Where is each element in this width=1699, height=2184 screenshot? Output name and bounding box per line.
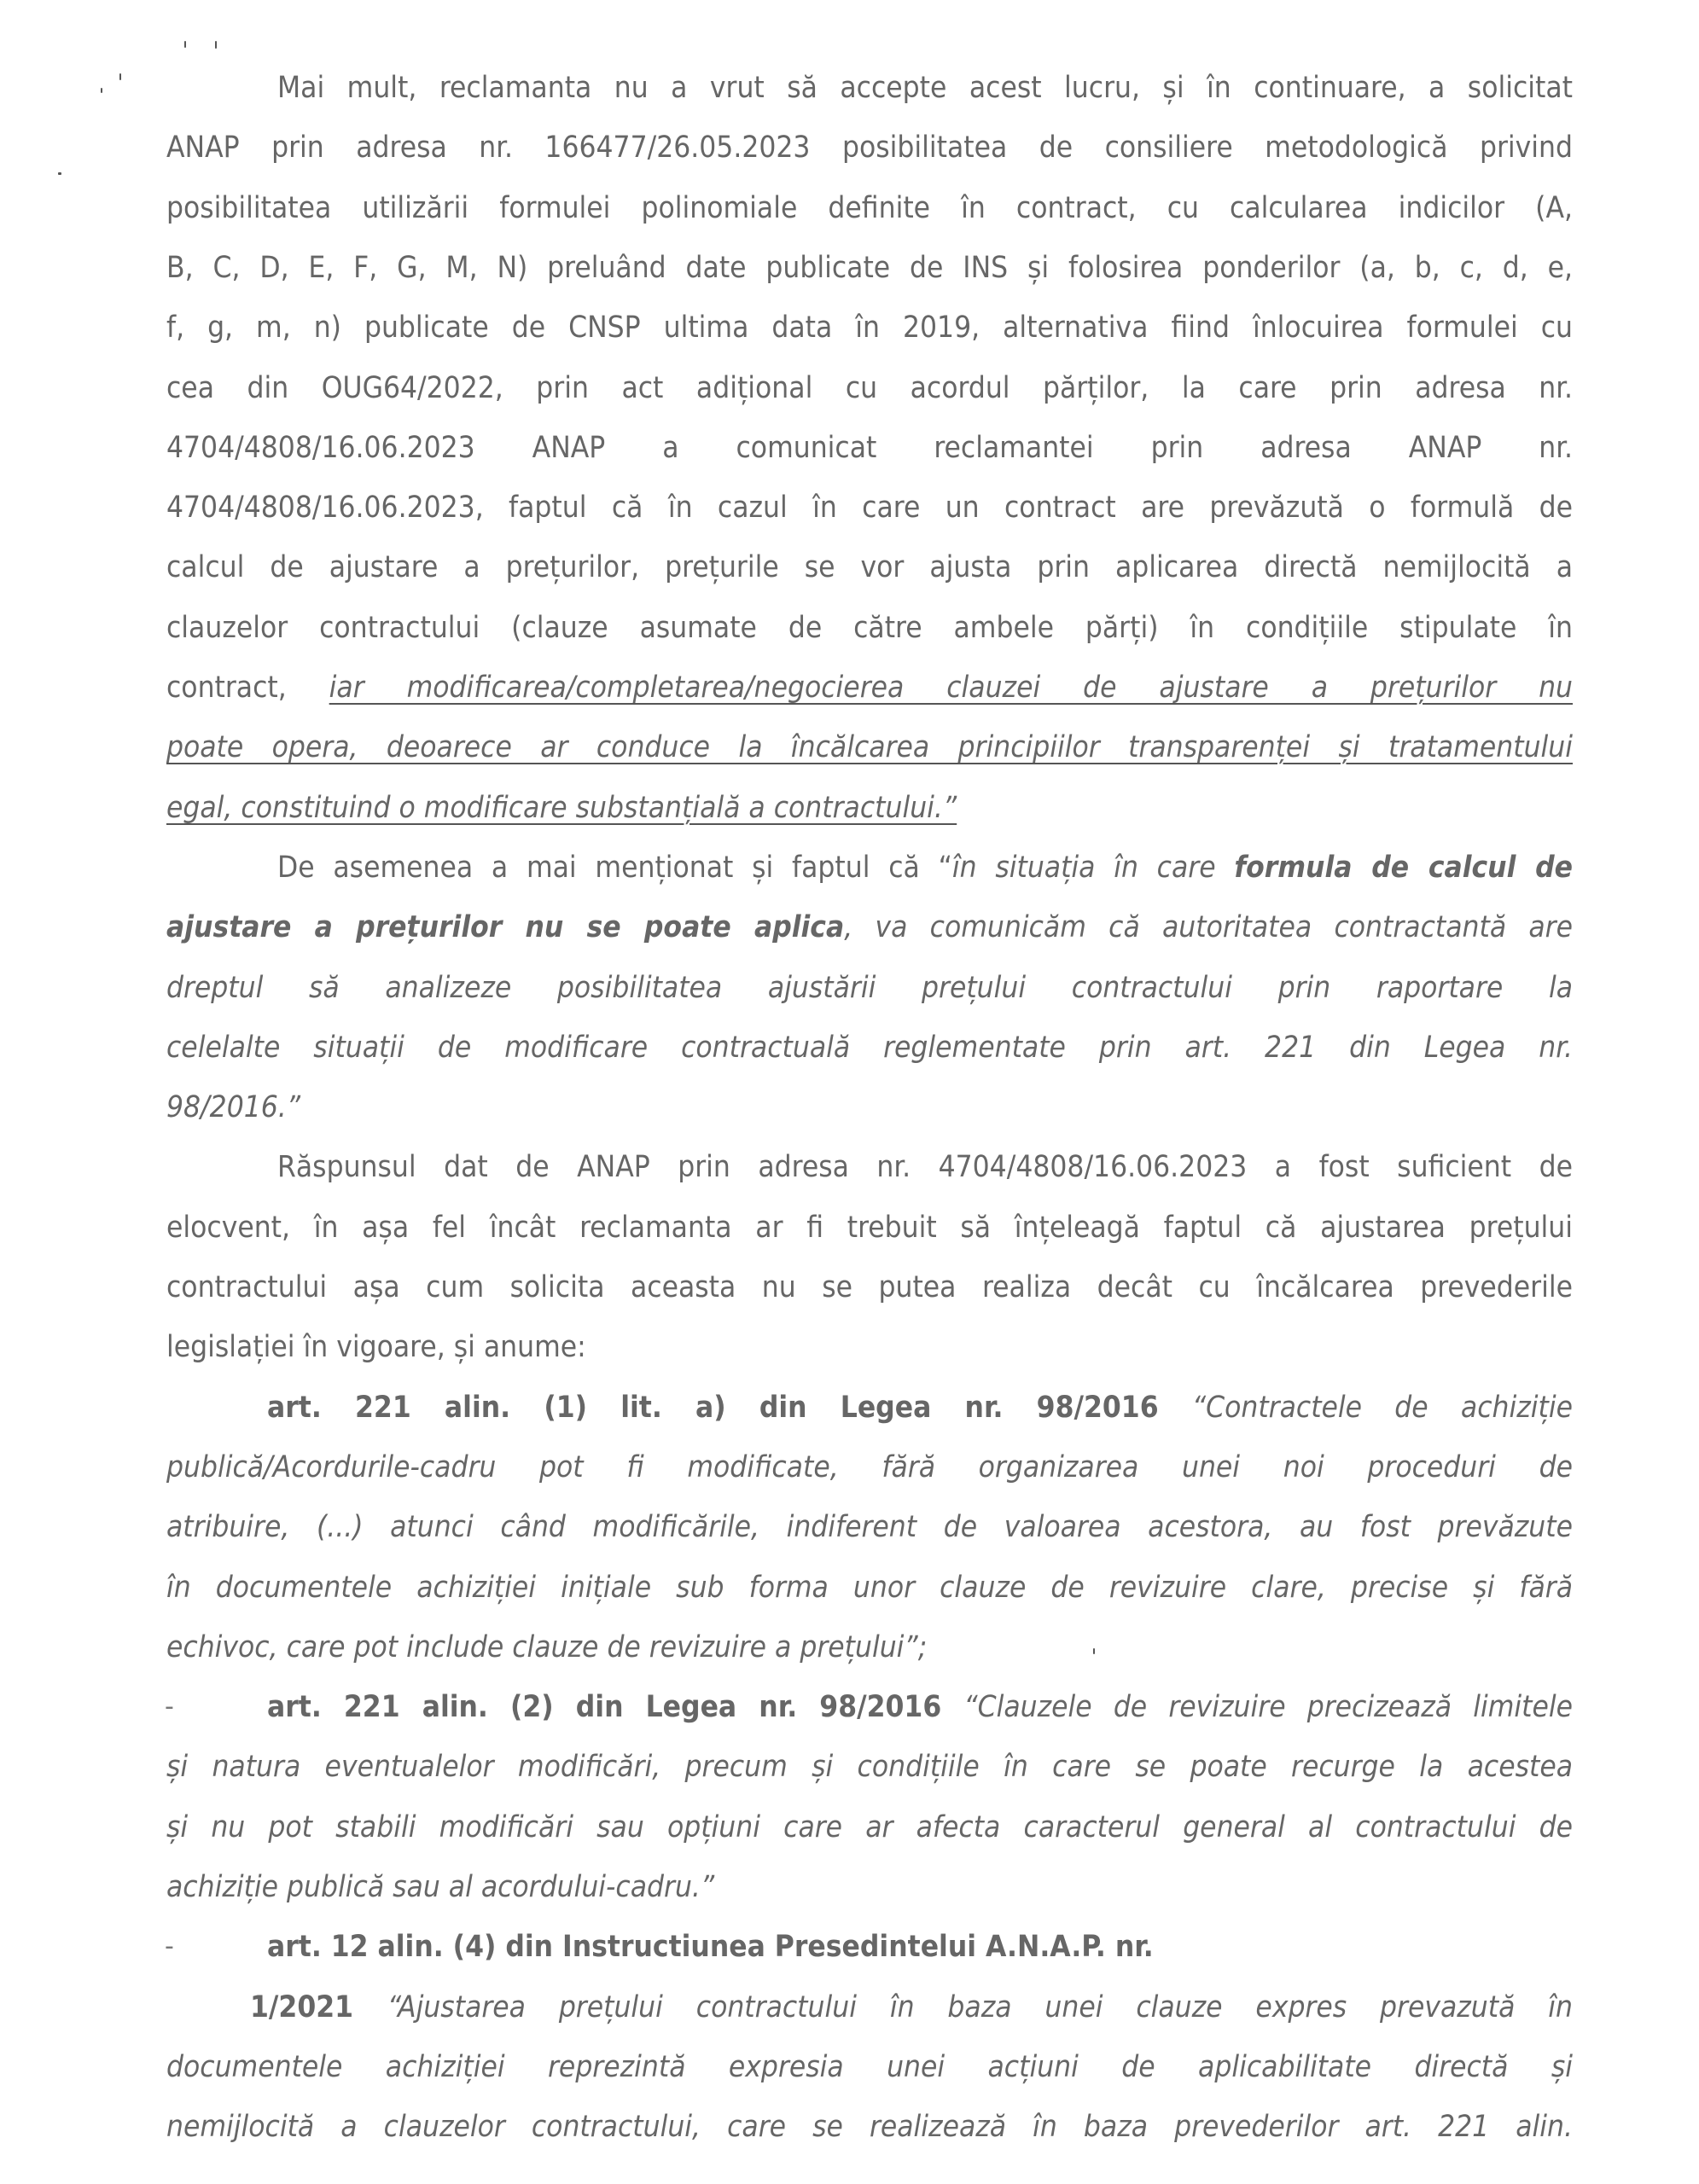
scan-speck bbox=[101, 88, 102, 93]
text-segment: egal, constituind o modificare substanțială a contractului.” bbox=[166, 791, 957, 825]
text-line bbox=[166, 964, 1573, 1012]
text-line bbox=[166, 184, 1573, 232]
text-line bbox=[166, 304, 1573, 351]
text-segment: iar modificarea/completarea/negocierea clauzei de ajustare a prețurilor nu bbox=[329, 671, 1573, 705]
scan-speck bbox=[1093, 1648, 1095, 1654]
text-segment: “Ajustarea prețului contractului în baza unei clauze expres prevazută în bbox=[387, 1990, 1573, 2024]
text-line bbox=[166, 723, 1573, 771]
text-segment: “Clauzele de revizuire precizează limitele bbox=[963, 1690, 1574, 1724]
text-segment: clauzelor contractului (clauze asumate de către ambele părți) în condițiile stipulate în bbox=[166, 611, 1573, 645]
text-segment: ajustare a prețurilor nu se poate aplica bbox=[166, 910, 845, 944]
text-segment: achiziție publică sau al acordului-cadru.” bbox=[166, 1870, 715, 1904]
text-line bbox=[267, 1923, 1573, 1971]
text-line bbox=[166, 1564, 1573, 1612]
text-segment: B, C, D, E, F, G, M, N) preluând date publicate de INS și folosirea ponderilor (a, b, c, d, e, bbox=[166, 251, 1573, 285]
text-segment: 4704/4808/16.06.2023, faptul că în cazul în care un contract are prevăzută o formulă de bbox=[166, 491, 1573, 525]
text-segment: De asemenea a mai menționat și faptul că “ bbox=[277, 851, 952, 885]
text-segment: atribuire, (...) atunci când modificările, indiferent de valoarea acestora, au fost prevăzute bbox=[166, 1510, 1573, 1544]
text-segment: legislației în vigoare, și anume: bbox=[166, 1330, 586, 1364]
text-segment: și natura eventualelor modificări, precum și condițiile în care se poate recurge la acestea bbox=[166, 1750, 1573, 1784]
scan-speck bbox=[184, 41, 186, 48]
text-segment: 1/2021 bbox=[250, 1990, 387, 2024]
text-line bbox=[166, 1743, 1573, 1791]
text-line bbox=[166, 1263, 1573, 1311]
text-segment: art. 12 alin. (4) din Instructiunea Presedintelui A.N.A.P. nr. bbox=[267, 1930, 1154, 1964]
text-line bbox=[166, 543, 1573, 591]
list-bullet: - bbox=[165, 1692, 174, 1722]
text-segment: în documentele achiziției inițiale sub forma unor clauze de revizuire clare, precise și fără bbox=[166, 1571, 1573, 1605]
text-line bbox=[166, 1323, 1573, 1371]
text-segment: Mai mult, reclamanta nu a vrut să accepte acest lucru, și în continuare, a solicitat bbox=[277, 71, 1573, 105]
text-segment: formula de calcul de bbox=[1234, 851, 1573, 885]
text-segment: în situația în care bbox=[951, 851, 1235, 885]
text-line bbox=[166, 604, 1573, 652]
text-line bbox=[166, 2043, 1573, 2091]
text-segment: “Contractele de achiziție bbox=[1191, 1391, 1573, 1425]
text-segment: echivoc, care pot include clauze de revizuire a prețului”; bbox=[166, 1630, 928, 1664]
list-bullet: - bbox=[165, 1931, 174, 1961]
text-line bbox=[277, 64, 1573, 112]
text-segment: Răspunsul dat de ANAP prin adresa nr. 4704/4808/16.06.2023 a fost suficient de bbox=[277, 1150, 1573, 1184]
text-segment: și nu pot stabili modificări sau opțiuni care ar afecta caracterul general al contractului de bbox=[166, 1810, 1573, 1844]
scan-speck bbox=[58, 172, 61, 175]
text-segment: cea din OUG64/2022, prin act adițional cu acordul părților, la care prin adresa nr. bbox=[166, 371, 1573, 405]
text-line bbox=[250, 1984, 1573, 2031]
text-segment: documentele achiziției reprezintă expresia unei acțiuni de aplicabilitate directă și bbox=[166, 2050, 1573, 2084]
text-line bbox=[166, 1024, 1573, 1072]
text-line bbox=[166, 1804, 1573, 1851]
text-line bbox=[277, 844, 1573, 892]
text-segment: celelalte situații de modificare contractuală reglementate prin art. 221 din Legea nr. bbox=[166, 1031, 1573, 1065]
scan-speck bbox=[215, 41, 217, 49]
text-line bbox=[166, 424, 1573, 472]
text-line bbox=[166, 1503, 1573, 1551]
text-line bbox=[166, 1083, 1573, 1131]
text-segment: contract, bbox=[166, 671, 329, 705]
text-line bbox=[166, 1443, 1573, 1491]
text-segment: posibilitatea utilizării formulei polinomiale definite în contract, cu calcularea indicilor (A, bbox=[166, 191, 1573, 225]
text-segment: art. 221 alin. (1) lit. a) din Legea nr. 98/2016 bbox=[267, 1391, 1192, 1425]
text-line bbox=[166, 664, 1573, 712]
text-segment: ANAP prin adresa nr. 166477/26.05.2023 posibilitatea de consiliere metodologică privind bbox=[166, 131, 1573, 165]
text-segment: 4704/4808/16.06.2023 ANAP a comunicat reclamantei prin adresa ANAP nr. bbox=[166, 431, 1573, 465]
text-line bbox=[166, 244, 1573, 292]
text-line bbox=[166, 364, 1573, 412]
text-segment: poate opera, deoarece ar conduce la încălcarea principiilor transparenței și tratamentului bbox=[166, 730, 1573, 764]
text-line bbox=[267, 1683, 1573, 1731]
text-segment: contractului așa cum solicita aceasta nu se putea realiza decât cu încălcarea prevederile bbox=[166, 1270, 1573, 1304]
text-line bbox=[277, 1143, 1573, 1191]
text-segment: elocvent, în așa fel încât reclamanta ar fi trebuit să înțeleagă faptul că ajustarea prețului bbox=[166, 1211, 1573, 1245]
text-line bbox=[166, 484, 1573, 531]
text-line bbox=[166, 1623, 1573, 1671]
text-line bbox=[166, 903, 1573, 951]
text-line bbox=[166, 2103, 1573, 2151]
text-segment: art. 221 alin. (2) din Legea nr. 98/2016 bbox=[267, 1690, 964, 1724]
text-segment: 98/2016.” bbox=[166, 1090, 301, 1124]
text-line bbox=[166, 1863, 1573, 1911]
text-segment: calcul de ajustare a prețurilor, prețurile se vor ajusta prin aplicarea directă nemijlocită a bbox=[166, 550, 1573, 584]
text-line bbox=[267, 1384, 1573, 1432]
text-line bbox=[166, 124, 1573, 171]
text-segment: f, g, m, n) publicate de CNSP ultima data în 2019, alternativa fiind înlocuirea formulei cu bbox=[166, 311, 1573, 345]
text-line bbox=[166, 784, 1573, 832]
text-segment: nemijlocită a clauzelor contractului, care se realizează în baza prevederilor art. 221 alin. bbox=[166, 2110, 1573, 2144]
scan-speck bbox=[119, 73, 121, 80]
text-segment: , va comunicăm că autoritatea contractantă are bbox=[844, 910, 1573, 944]
text-segment: publică/Acordurile-cadru pot fi modificate, fără organizarea unei noi proceduri de bbox=[166, 1450, 1573, 1484]
text-segment: dreptul să analizeze posibilitatea ajustării prețului contractului prin raportare la bbox=[166, 971, 1573, 1005]
text-line bbox=[166, 1204, 1573, 1252]
